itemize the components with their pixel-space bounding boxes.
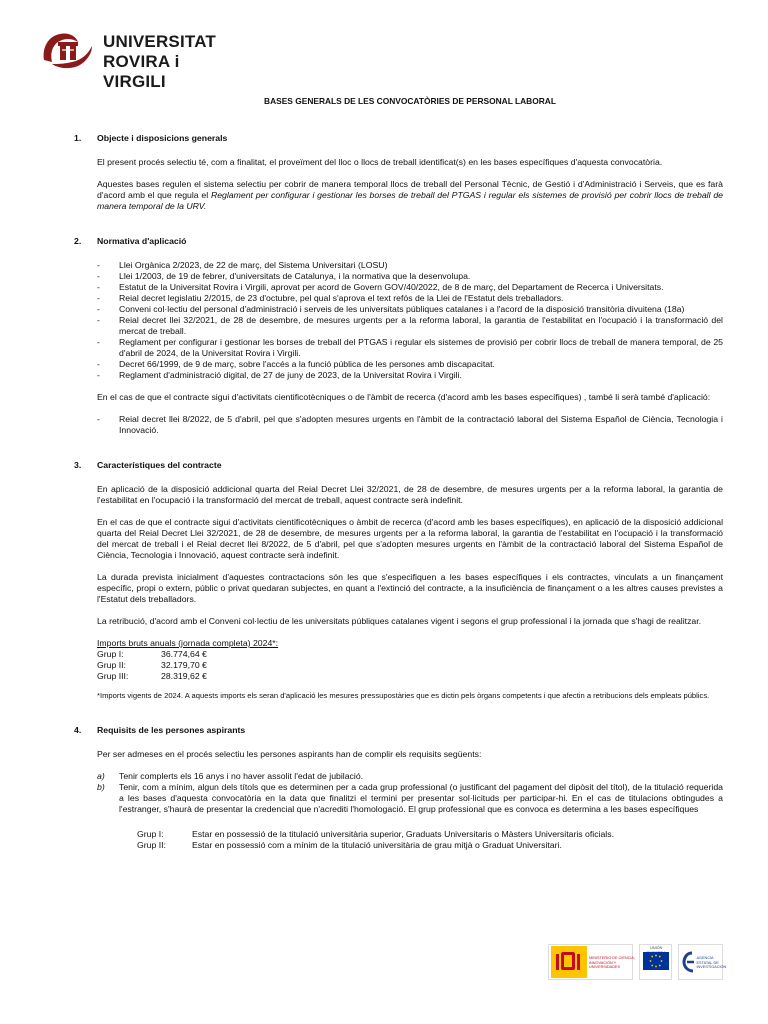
list-item: - Reial decret llei 32/2021, de 28 de desembre, de mesures urgents per a la reforma laboral, la garantia de l'estabilitat en l'ocupació i la transformació del mercat de treball. (97, 315, 723, 336)
paragraph: La retribució, d'acord amb el Conveni col·lectiu de les universitats públiques catalanes vigent i segons el grup professional i la jornada que s'hagi de realitzar. (97, 616, 702, 626)
grup-requirement-row: Grup II: Estar en possessió com a mínim de la titulació universitària de grau mitjà o Graduat Universitari. (137, 840, 562, 850)
university-name (103, 32, 223, 92)
grup-requirement-row: Grup I: Estar en possessió de la titulació universitària superior, Graduats Universitaris o Màsters Universitaris oficials. (137, 829, 614, 839)
paragraph: La durada prevista inicialment d'aquestes contractacions són les que s'especifiquen a les bases específiques i els contractes, vinculats a un finançament específic, propi o extern, públic o privat quedaran subjectes, en quant a l'extinció del contracte, a la insuficiència de finançament o a les altres causes previstes a l'Estatut dels treballadors. (97, 572, 723, 604)
aei-name: AGENCIA ESTATAL DE INVESTIGACIÓN (696, 956, 727, 969)
list-item: a) Tenir complerts els 16 anys i no haver assolit l'edat de jubilació. (97, 771, 364, 781)
document-title: BASES GENERALS DE LES CONVOCATÒRIES DE PERSONAL LABORAL (264, 96, 556, 106)
paragraph: En el cas de que el contracte sigui d'activitats cientificotècniques o àmbit de recerca (d'acord amb les bases específiques), en aplicació de la disposició addicional quarta del Reial Decret Llei 32/2021, de 28 de desembre, de mesures urgents per a la reforma laboral, la garantia de l'estabilitat en l'ocupació i la transformació del mercat de treball i el Reial decret llei 8/2022, de 5 d'abril, pel que s'adopten mesures urgents en l'àmbit de la contractació laboral del Sistema Español de Ciència, Tecnologia i Innovació, aquest contracte serà indefinit. (97, 517, 723, 560)
requirements-list (97, 771, 723, 815)
eu-logo (639, 944, 671, 980)
section-title: Requisits de les persones aspirants (97, 725, 246, 735)
list-item: - Reial decret llei 8/2022, de 5 d'abril, pel que s'adopten mesures urgents en l'àmbit de la contractació laboral del Sistema Español de Ciència, Tecnologia i Innovació. (97, 414, 723, 435)
section-heading (74, 133, 723, 144)
normativa-list (97, 260, 723, 381)
imports-title: Imports bruts anuals (jornada completa) 2024*: (97, 638, 279, 648)
section-number: 1. (74, 133, 82, 143)
section-title: Normativa d'aplicació (97, 236, 187, 246)
urv-emblem-icon (38, 30, 98, 72)
list-item: b) Tenir, com a mínim, algun dels títols que es determinen per a cada grup professional (o justificant del pagament del dipòsit del títol), de la titulació requerida a les bases d'aquesta convocatòria en la data que finalitzi el termini per presentar sol·licituds per participar-hi. En el cas de titulacions obtingudes a l'estranger, s'haurà de presentar la credencial que n'acrediti l'homologació. El grup professional que es convoca es determina a les bases específiques (97, 782, 723, 814)
paragraph: Per ser admeses en el procés selectiu les persones aspirants han de complir els requisits següents: (97, 749, 482, 759)
paragraph-text: Aquestes bases regulen el sistema selectiu per cobrir de manera temporal llocs de treball del Personal Tècnic, de Gestió i d'Administració i Serveis, que es farà d'acord amb el que regula el (97, 179, 723, 200)
aei-logo (678, 944, 727, 980)
section-3 (74, 460, 723, 701)
section-heading (74, 460, 723, 471)
reglament-reference: Reglament per configurar i gestionar les borses de treball del PTGAS i regular els sistemes de provisió per cobrir llocs de treball de manera temporal de la URV. (97, 190, 723, 211)
university-logo (38, 30, 223, 91)
eu-flag-icon (643, 952, 669, 970)
section-heading (74, 725, 723, 736)
eu-name: UNIÓN (650, 946, 663, 950)
section-heading (74, 236, 723, 247)
aei-emblem-icon (682, 951, 696, 973)
list-item: - Estatut de la Universitat Rovira i Virgili, aprovat per acord de Govern GOV/40/2022, de 8 de març, del Departament de Recerca i Universitats. (97, 282, 664, 292)
list-item: - Reglament per configurar i gestionar les borses de treball del PTGAS i regular els sistemes de provisió per cobrir llocs de treball de manera temporal, de 25 d'abril de 2024, de la Universitat Rovira i Virgili. (97, 337, 723, 358)
section-1 (74, 133, 723, 212)
university-name-line1: UNIVERSITAT (103, 32, 217, 51)
funding-logos (548, 944, 727, 980)
list-item: - Conveni col·lectiu del personal d'administració i serveis de les universitats públiques catalanes i a l'acord de la disposició transitòria divuitena (18a) (97, 304, 685, 314)
university-name-line2: ROVIRA i VIRGILI (103, 52, 180, 91)
section-2 (74, 236, 723, 436)
import-row: Grup II: 32.179,70 € (97, 660, 207, 670)
paragraph: El present procés selectiu té, com a finalitat, el proveïment del lloc o llocs de treball identificat(s) en les bases específiques d'aquesta convocatòria. (97, 157, 663, 167)
normativa-list-2 (97, 414, 723, 436)
footnote: *Imports vigents de 2024. A aquests imports els seran d'aplicació les mesures pressupostàries que es dictin pels òrgans competents i que afectin a retribucions dels empleats públics. (97, 691, 710, 700)
list-item: - Reglament d'administració digital, de 27 de juny de 2023, de la Universitat Rovira i Virgili. (97, 370, 462, 380)
section-number: 2. (74, 236, 82, 246)
spain-coat-of-arms-icon (551, 946, 587, 978)
section-title: Característiques del contracte (97, 460, 222, 470)
list-item: - Llei Orgànica 2/2023, de 22 de març, del Sistema Universitari (LOSU) (97, 260, 388, 270)
list-item: - Reial decret legislatiu 2/2015, de 23 d'octubre, pel qual s'aprova el text refós de la Llei de l'Estatut dels treballadors. (97, 293, 564, 303)
section-4 (74, 725, 723, 851)
section-number: 4. (74, 725, 82, 735)
paragraph: En aplicació de la disposició addicional quarta del Reial Decret Llei 32/2021, de 28 de desembre, de mesures urgents per a la reforma laboral, la garantia de l'estabilitat en l'ocupació i la transformació del mercat de treball, aquest contracte serà indefinit. (97, 484, 723, 505)
document-body (74, 96, 723, 851)
ministerio-logo (548, 944, 633, 980)
paragraph (97, 179, 723, 212)
list-item: - Llei 1/2003, de 19 de febrer, d'universitats de Catalunya, i la normativa que la desenvolupa. (97, 271, 471, 281)
section-title: Objecte i disposicions generals (97, 133, 228, 143)
list-item: - Decret 66/1999, de 9 de març, sobre l'accés a la funció pública de les persones amb discapacitat. (97, 359, 495, 369)
import-row: Grup I: 36.774,64 € (97, 649, 207, 659)
section-number: 3. (74, 460, 82, 470)
ministerio-name: MINISTERIO DE CIENCIA, INNOVACIÓN Y UNIVERSIDADES (589, 956, 635, 969)
import-row: Grup III: 28.319,62 € (97, 671, 207, 681)
paragraph: En el cas de que el contracte sigui d'activitats cientificotècniques o de l'àmbit de recerca (d'acord amb les bases específiques) , també li serà també d'aplicació: (97, 392, 711, 402)
